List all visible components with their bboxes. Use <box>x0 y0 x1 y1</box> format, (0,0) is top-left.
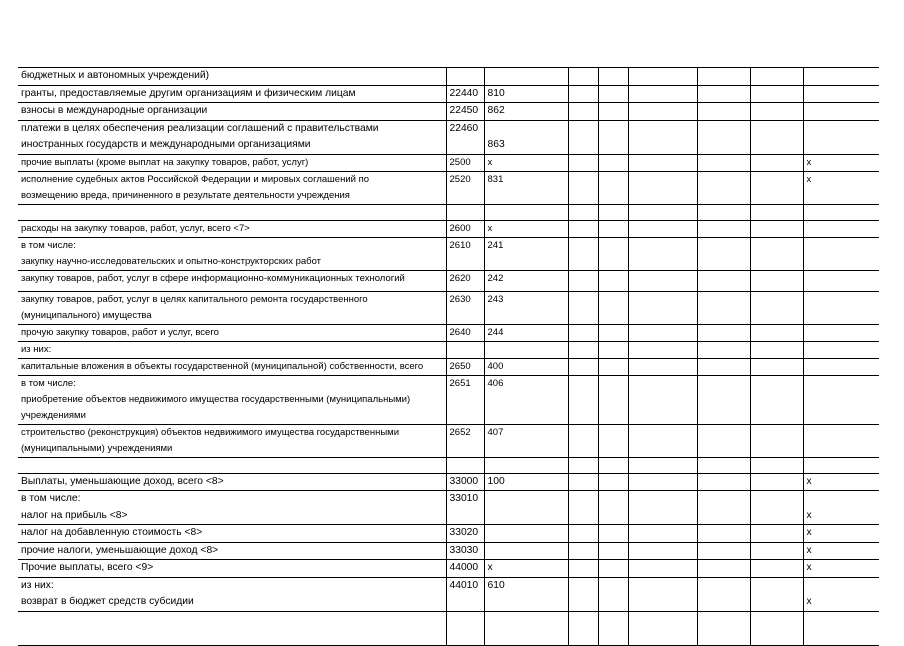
row-budget-code <box>484 457 568 473</box>
row-empty-cell <box>568 154 598 171</box>
row-empty-cell <box>568 237 598 270</box>
row-description: в том числе: приобретение объектов недвижимого имущества государственными (муниципальными) учреждениями <box>18 375 446 424</box>
row-empty-cell <box>598 154 628 171</box>
row-last-value <box>803 85 879 103</box>
row-last-value: x <box>803 525 879 543</box>
table-row <box>18 154 879 171</box>
row-last-value <box>803 291 879 324</box>
row-empty-cell <box>628 375 697 424</box>
row-empty-cell <box>697 542 750 560</box>
table-row <box>18 473 879 491</box>
row-description: в том числе: налог на прибыль <8> <box>18 491 446 525</box>
row-last-value <box>803 120 879 154</box>
row-last-value <box>803 324 879 341</box>
row-empty-cell <box>568 291 598 324</box>
row-budget-code: 407 <box>484 424 568 457</box>
row-code: 2640 <box>446 324 484 341</box>
row-empty-cell <box>598 560 628 578</box>
row-empty-cell <box>750 103 803 121</box>
row-empty-cell <box>750 560 803 578</box>
row-empty-cell <box>697 171 750 204</box>
row-empty-cell <box>750 220 803 237</box>
row-budget-code <box>484 542 568 560</box>
row-description: в том числе: закупку научно-исследовательских и опытно-конструкторских работ <box>18 237 446 270</box>
row-last-value: x <box>803 473 879 491</box>
row-empty-cell <box>750 473 803 491</box>
table-row <box>18 491 879 525</box>
row-budget-code <box>484 204 568 220</box>
row-empty-cell <box>750 457 803 473</box>
row-empty-cell <box>628 220 697 237</box>
row-description: строительство (реконструкция) объектов недвижимого имущества государственными (муниципальными) учреждениями <box>18 424 446 457</box>
row-empty-cell <box>697 525 750 543</box>
row-last-value <box>803 103 879 121</box>
row-last-value <box>803 68 879 86</box>
row-empty-cell <box>750 237 803 270</box>
row-empty-cell <box>598 491 628 525</box>
row-empty-cell <box>568 560 598 578</box>
row-empty-cell <box>750 542 803 560</box>
row-budget-code: 862 <box>484 103 568 121</box>
row-empty-cell <box>697 358 750 375</box>
row-empty-cell <box>598 68 628 86</box>
row-empty-cell <box>750 324 803 341</box>
row-empty-cell <box>628 424 697 457</box>
table-row <box>18 560 879 578</box>
table-row <box>18 120 879 154</box>
row-empty-cell <box>628 473 697 491</box>
row-empty-cell <box>697 324 750 341</box>
table-row <box>18 324 879 341</box>
row-last-value <box>803 341 879 358</box>
row-budget-code <box>484 525 568 543</box>
row-empty-cell <box>750 341 803 358</box>
row-empty-cell <box>568 424 598 457</box>
row-description: бюджетных и автономных учреждений) <box>18 68 446 86</box>
row-description: Прочие выплаты, всего <9> <box>18 560 446 578</box>
row-code <box>446 68 484 86</box>
row-description: Выплаты, уменьшающие доход, всего <8> <box>18 473 446 491</box>
table-row <box>18 270 879 291</box>
row-code: 22460 <box>446 120 484 154</box>
row-code: 2651 <box>446 375 484 424</box>
row-budget-code: 242 <box>484 270 568 291</box>
row-empty-cell <box>598 237 628 270</box>
row-empty-cell <box>568 324 598 341</box>
row-last-value: x <box>803 154 879 171</box>
row-empty-cell <box>598 270 628 291</box>
row-empty-cell <box>697 491 750 525</box>
table-row <box>18 375 879 424</box>
row-empty-cell <box>628 560 697 578</box>
table-row <box>18 68 879 86</box>
row-budget-code: 244 <box>484 324 568 341</box>
row-empty-cell <box>598 525 628 543</box>
row-empty-cell <box>568 220 598 237</box>
row-empty-cell <box>628 237 697 270</box>
row-empty-cell <box>598 473 628 491</box>
row-empty-cell <box>697 291 750 324</box>
row-empty-cell <box>750 358 803 375</box>
row-empty-cell <box>697 204 750 220</box>
row-code: 44000 <box>446 560 484 578</box>
row-last-value: x <box>803 171 879 204</box>
row-last-value <box>803 375 879 424</box>
row-empty-cell <box>568 204 598 220</box>
row-description: платежи в целях обеспечения реализации соглашений с правительствами иностранных государств и международными организациями <box>18 120 446 154</box>
row-empty-cell <box>628 341 697 358</box>
row-code: 22450 <box>446 103 484 121</box>
row-empty-cell <box>750 491 803 525</box>
row-empty-cell <box>697 577 750 611</box>
row-empty-cell <box>697 473 750 491</box>
row-code: 2620 <box>446 270 484 291</box>
row-empty-cell <box>697 220 750 237</box>
row-empty-cell <box>568 525 598 543</box>
row-code: 2650 <box>446 358 484 375</box>
row-empty-cell <box>628 491 697 525</box>
row-last-value <box>803 457 879 473</box>
row-description: капитальные вложения в объекты государственной (муниципальной) собственности, всего <box>18 358 446 375</box>
row-empty-cell <box>598 542 628 560</box>
row-last-value <box>803 358 879 375</box>
row-budget-code: 406 <box>484 375 568 424</box>
spreadsheet-page <box>18 67 879 646</box>
row-description <box>18 204 446 220</box>
row-empty-cell <box>568 491 598 525</box>
row-empty-cell <box>697 237 750 270</box>
row-empty-cell <box>750 204 803 220</box>
row-empty-cell <box>750 375 803 424</box>
row-description: закупку товаров, работ, услуг в целях капитального ремонта государственного (муниципального) имущества <box>18 291 446 324</box>
row-empty-cell <box>568 120 598 154</box>
table-row <box>18 237 879 270</box>
row-code <box>446 457 484 473</box>
table-row <box>18 103 879 121</box>
row-empty-cell <box>628 204 697 220</box>
row-empty-cell <box>568 542 598 560</box>
row-empty-cell <box>750 424 803 457</box>
row-empty-cell <box>598 324 628 341</box>
row-last-value <box>803 237 879 270</box>
row-empty-cell <box>568 270 598 291</box>
row-empty-cell <box>568 375 598 424</box>
row-description: из них: возврат в бюджет средств субсидии <box>18 577 446 611</box>
table-row <box>18 577 879 611</box>
row-description: прочую закупку товаров, работ и услуг, всего <box>18 324 446 341</box>
row-empty-cell <box>598 424 628 457</box>
row-empty-cell <box>750 68 803 86</box>
row-empty-cell <box>598 291 628 324</box>
row-last-value: x <box>803 491 879 525</box>
row-budget-code: 831 <box>484 171 568 204</box>
row-empty-cell <box>750 171 803 204</box>
row-empty-cell <box>568 85 598 103</box>
row-empty-cell <box>628 154 697 171</box>
row-description: исполнение судебных актов Российской Федерации и мировых соглашений по возмещению вреда, причиненного в результате деятельности учреждения <box>18 171 446 204</box>
row-budget-code: 100 <box>484 473 568 491</box>
row-budget-code <box>484 491 568 525</box>
row-empty-cell <box>628 85 697 103</box>
row-code <box>446 341 484 358</box>
row-empty-cell <box>598 341 628 358</box>
table-row <box>18 341 879 358</box>
row-empty-cell <box>628 171 697 204</box>
row-code: 2500 <box>446 154 484 171</box>
row-empty-cell <box>628 68 697 86</box>
row-empty-cell <box>628 270 697 291</box>
row-empty-cell <box>697 68 750 86</box>
table-row <box>18 85 879 103</box>
row-empty-cell <box>750 85 803 103</box>
row-empty-cell <box>697 560 750 578</box>
row-empty-cell <box>628 457 697 473</box>
row-description <box>18 457 446 473</box>
row-budget-code: 241 <box>484 237 568 270</box>
row-code: 2630 <box>446 291 484 324</box>
row-empty-cell <box>697 154 750 171</box>
row-code: 22440 <box>446 85 484 103</box>
row-code: 33020 <box>446 525 484 543</box>
row-last-value <box>803 424 879 457</box>
row-empty-cell <box>628 577 697 611</box>
row-empty-cell <box>697 375 750 424</box>
row-empty-cell <box>697 103 750 121</box>
row-empty-cell <box>598 375 628 424</box>
row-code: 33000 <box>446 473 484 491</box>
row-empty-cell <box>568 103 598 121</box>
row-empty-cell <box>628 542 697 560</box>
table-row <box>18 220 879 237</box>
row-empty-cell <box>628 358 697 375</box>
row-budget-code <box>484 68 568 86</box>
row-empty-cell <box>628 525 697 543</box>
payments-table <box>18 67 879 646</box>
row-empty-cell <box>697 85 750 103</box>
table-row <box>18 542 879 560</box>
row-last-value <box>803 220 879 237</box>
row-empty-cell <box>697 270 750 291</box>
row-description: закупку товаров, работ, услуг в сфере информационно-коммуникационных технологий <box>18 270 446 291</box>
row-empty-cell <box>697 341 750 358</box>
table-row <box>18 457 879 473</box>
row-empty-cell <box>568 68 598 86</box>
row-empty-cell <box>598 171 628 204</box>
table-row <box>18 358 879 375</box>
row-description: из них: <box>18 341 446 358</box>
row-empty-cell <box>568 577 598 611</box>
row-code: 2610 <box>446 237 484 270</box>
row-empty-cell <box>568 341 598 358</box>
row-empty-cell <box>568 473 598 491</box>
row-empty-cell <box>750 577 803 611</box>
row-empty-cell <box>750 291 803 324</box>
row-description: гранты, предоставляемые другим организациям и физическим лицам <box>18 85 446 103</box>
row-empty-cell <box>750 525 803 543</box>
row-empty-cell <box>568 457 598 473</box>
table-row <box>18 424 879 457</box>
row-empty-cell <box>598 220 628 237</box>
table-row <box>18 525 879 543</box>
row-description: взносы в международные организации <box>18 103 446 121</box>
row-budget-code: 610 <box>484 577 568 611</box>
row-empty-cell <box>598 577 628 611</box>
row-budget-code <box>484 341 568 358</box>
row-code: 2600 <box>446 220 484 237</box>
row-description: прочие налоги, уменьшающие доход <8> <box>18 542 446 560</box>
row-empty-cell <box>750 270 803 291</box>
row-empty-cell <box>750 120 803 154</box>
row-empty-cell <box>598 85 628 103</box>
row-description: расходы на закупку товаров, работ, услуг, всего <7> <box>18 220 446 237</box>
row-empty-cell <box>628 120 697 154</box>
row-empty-cell <box>697 457 750 473</box>
row-budget-code: x <box>484 560 568 578</box>
row-code: 33010 <box>446 491 484 525</box>
row-empty-cell <box>628 103 697 121</box>
row-empty-cell <box>598 204 628 220</box>
row-code: 33030 <box>446 542 484 560</box>
row-budget-code: x <box>484 154 568 171</box>
row-empty-cell <box>568 171 598 204</box>
row-empty-cell <box>750 154 803 171</box>
row-last-value <box>803 270 879 291</box>
row-empty-cell <box>598 457 628 473</box>
row-last-value: x <box>803 560 879 578</box>
row-description: налог на добавленную стоимость <8> <box>18 525 446 543</box>
table-row <box>18 291 879 324</box>
row-empty-cell <box>697 424 750 457</box>
table-row <box>18 204 879 220</box>
row-code: 2652 <box>446 424 484 457</box>
row-last-value <box>803 204 879 220</box>
row-empty-cell <box>598 103 628 121</box>
row-budget-code: x <box>484 220 568 237</box>
row-empty-cell <box>628 291 697 324</box>
row-budget-code: 243 <box>484 291 568 324</box>
row-last-value: x <box>803 577 879 611</box>
row-budget-code: 810 <box>484 85 568 103</box>
row-empty-cell <box>598 120 628 154</box>
row-empty-cell <box>598 358 628 375</box>
row-empty-cell <box>697 120 750 154</box>
row-budget-code: 863 <box>484 120 568 154</box>
row-budget-code: 400 <box>484 358 568 375</box>
row-code <box>446 204 484 220</box>
row-code: 2520 <box>446 171 484 204</box>
table-row <box>18 171 879 204</box>
row-description: прочие выплаты (кроме выплат на закупку товаров, работ, услуг) <box>18 154 446 171</box>
row-empty-cell <box>628 324 697 341</box>
row-empty-cell <box>568 358 598 375</box>
row-last-value: x <box>803 542 879 560</box>
row-code: 44010 <box>446 577 484 611</box>
